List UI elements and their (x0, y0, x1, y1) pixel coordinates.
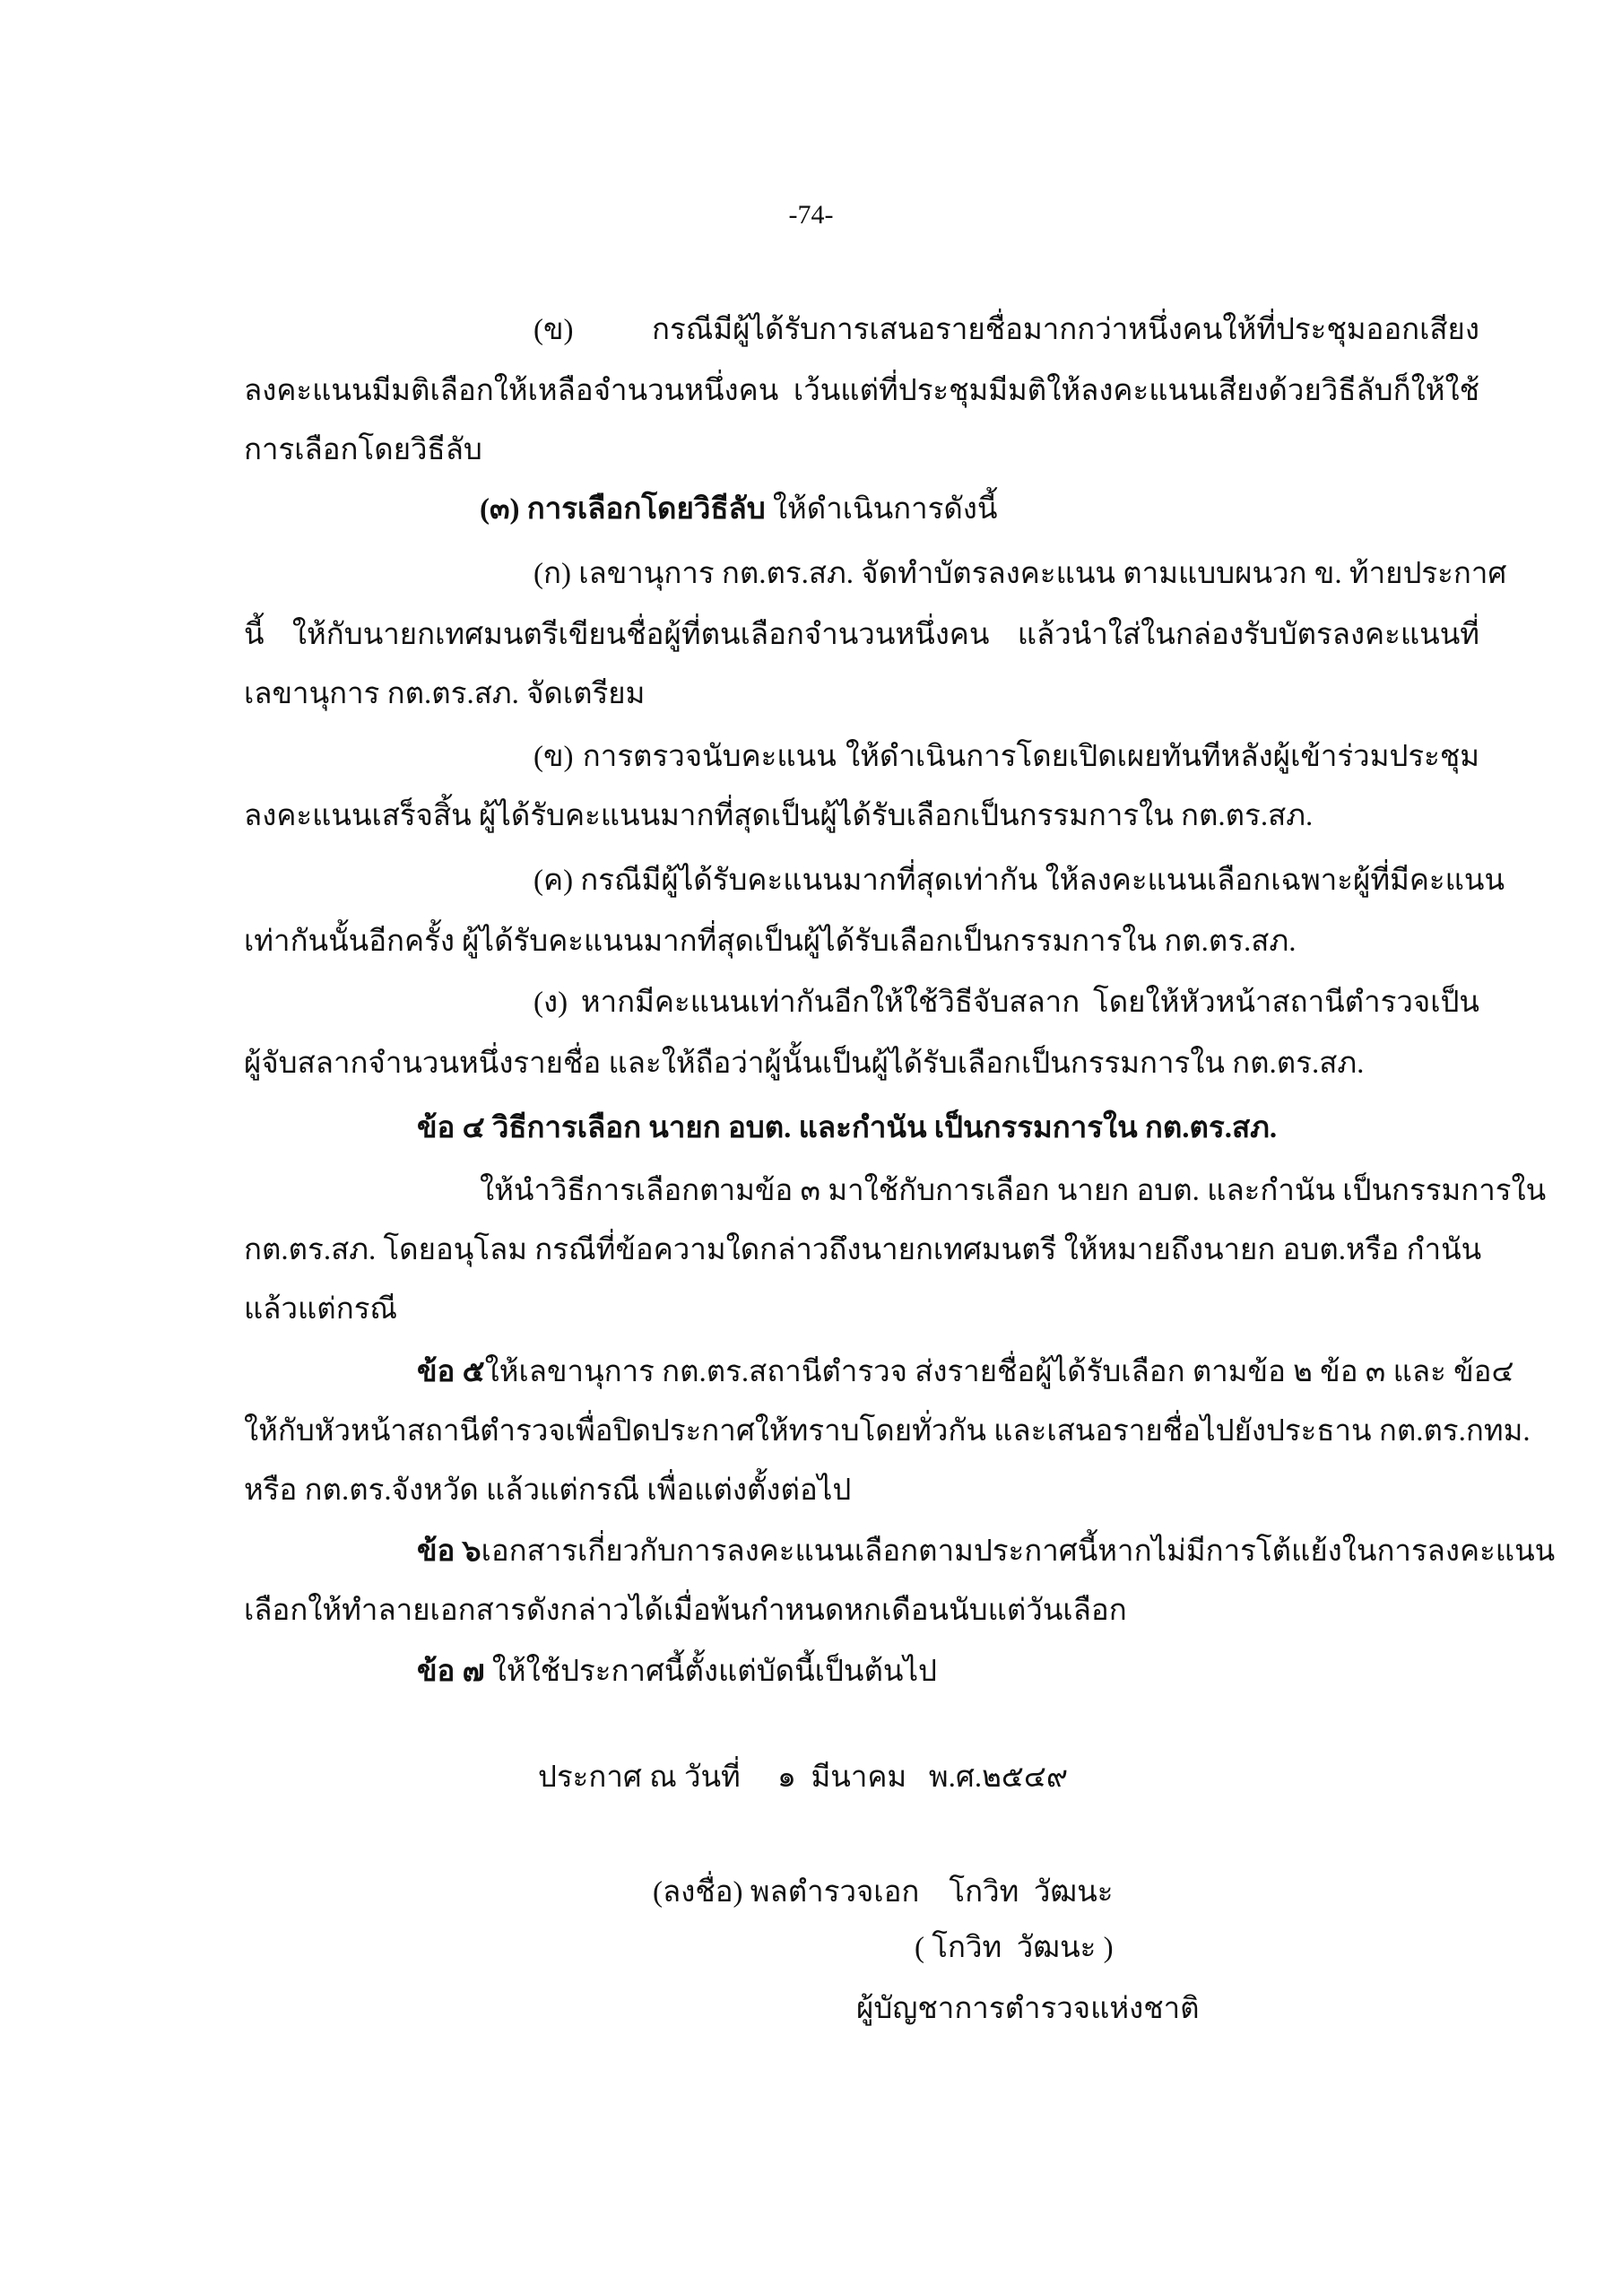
secret-ballot-rest: ให้ดำเนินการดังนี้ (765, 493, 998, 526)
clause-5-line-1 (417, 1352, 1514, 1392)
clause-7-label: ข้อ ๗ (417, 1656, 485, 1688)
paragraph-count-line-2: ลงคะแนนเสร็จสิ้น ผู้ได้รับคะแนนมากที่สุดเป็นผู้ได้รับเลือกเป็นกรรมการใน กต.ตร.สภ. (244, 800, 1314, 832)
paragraph-kho-line-2: ลงคะแนนมีมติเลือกให้เหลือจำนวนหนึ่งคน เว้นแต่ที่ประชุมมีมติให้ลงคะแนนเสียงด้วยวิธีลับก็ให้ใช้ (244, 375, 1479, 407)
clause-4-heading: ข้อ ๔ วิธีการเลือก นายก อบต. และกำนัน เป็นกรรมการใน กต.ตร.สภ. (417, 1112, 1278, 1144)
paragraph-tie-line-1: (ค) กรณีมีผู้ได้รับคะแนนมากที่สุดเท่ากัน ให้ลงคะแนนเลือกเฉพาะผู้ที่มีคะแนน (533, 865, 1505, 897)
clause-5-label: ข้อ ๕ (417, 1356, 485, 1388)
secret-ballot-number: (๓) (480, 493, 520, 526)
paragraph-ko-line-3: เลขานุการ กต.ตร.สภ. จัดเตรียม (244, 678, 646, 710)
secret-ballot-heading (480, 490, 997, 529)
paragraph-tie-line-2: เท่ากันนั้นอีกครั้ง ผู้ได้รับคะแนนมากที่สุดเป็นผู้ได้รับเลือกเป็นกรรมการใน กต.ตร.สภ. (244, 926, 1297, 958)
paragraph-count-line-1: (ข) การตรวจนับคะแนน ให้ดำเนินการโดยเปิดเผยทันทีหลังผู้เข้าร่วมประชุม (533, 741, 1479, 773)
paragraph-lottery-line-2: ผู้จับสลากจำนวนหนึ่งรายชื่อ และให้ถือว่าผู้นั้นเป็นผู้ได้รับเลือกเป็นกรรมการใน กต.ตร.สภ. (244, 1048, 1365, 1080)
signature-line: (ลงชื่อ) พลตำรวจเอก โกวิท วัฒนะ (653, 1876, 1114, 1909)
clause-6-line-1 (417, 1532, 1556, 1571)
paragraph-ko-line-1: (ก) เลขานุการ กต.ตร.สภ. จัดทำบัตรลงคะแนน ตามแบบผนวก ข. ท้ายประกาศ (533, 558, 1507, 590)
page-number: -74- (788, 200, 834, 230)
clause-7-line (417, 1652, 937, 1692)
clause-5-line-3: หรือ กต.ตร.จังหวัด แล้วแต่กรณี เพื่อแต่งตั้งต่อไป (244, 1474, 852, 1507)
paragraph-kho-line-1: (ข) กรณีมีผู้ได้รับการเสนอรายชื่อมากกว่าหนึ่งคนให้ที่ประชุมออกเสียง (533, 314, 1479, 346)
paragraph-lottery-line-1: (ง) หากมีคะแนนเท่ากันอีกให้ใช้วิธีจับสลาก โดยให้หัวหน้าสถานีตำรวจเป็น (533, 987, 1479, 1019)
announcement-date: ประกาศ ณ วันที่ ๑ มีนาคม พ.ศ.๒๕๔๙ (538, 1761, 1069, 1794)
clause-4-line-2: กต.ตร.สภ. โดยอนุโลม กรณีที่ข้อความใดกล่าวถึงนายกเทศมนตรี ให้หมายถึงนายก อบต.หรือ กำนัน (244, 1234, 1482, 1266)
paragraph-ko-line-2: นี้ ให้กับนายกเทศมนตรีเขียนชื่อผู้ที่ตนเลือกจำนวนหนึ่งคน แล้วนำใส่ในกล่องรับบัตรลงคะแนนที่ (244, 619, 1479, 651)
clause-4-line-1: ให้นำวิธีการเลือกตามข้อ ๓ มาใช้กับการเลือก นายก อบต. และกำนัน เป็นกรรมการใน (480, 1175, 1547, 1207)
signatory-position: ผู้บัญชาการตำรวจแห่งชาติ (856, 1993, 1200, 2025)
clause-6-line-2: เลือกให้ทำลายเอกสารดังกล่าวได้เมื่อพ้นกำหนดหกเดือนนับแต่วันเลือก (244, 1595, 1127, 1627)
paragraph-kho-line-3: การเลือกโดยวิธีลับ (244, 434, 482, 466)
secret-ballot-title: การเลือกโดยวิธีลับ (526, 493, 766, 526)
clause-6-text: เอกสารเกี่ยวกับการลงคะแนนเลือกตามประกาศนี้หากไม่มีการโต้แย้งในการลงคะแนน (481, 1535, 1556, 1568)
clause-7-text: ให้ใช้ประกาศนี้ตั้งแต่บัดนี้เป็นต้นไป (484, 1656, 937, 1688)
clause-5-text: ให้เลขานุการ กต.ตร.สถานีตำรวจ ส่งรายชื่อผู้ได้รับเลือก ตามข้อ ๒ ข้อ ๓ และ ข้อ๔ (484, 1356, 1514, 1388)
signatory-name: ( โกวิท วัฒนะ ) (915, 1932, 1114, 1964)
clause-4-line-3: แล้วแต่กรณี (244, 1293, 398, 1326)
clause-5-line-2: ให้กับหัวหน้าสถานีตำรวจเพื่อปิดประกาศให้ทราบโดยทั่วกัน และเสนอรายชื่อไปยังประธาน กต.ตร.กทม. (244, 1415, 1531, 1448)
clause-6-label: ข้อ ๖ (417, 1535, 481, 1568)
